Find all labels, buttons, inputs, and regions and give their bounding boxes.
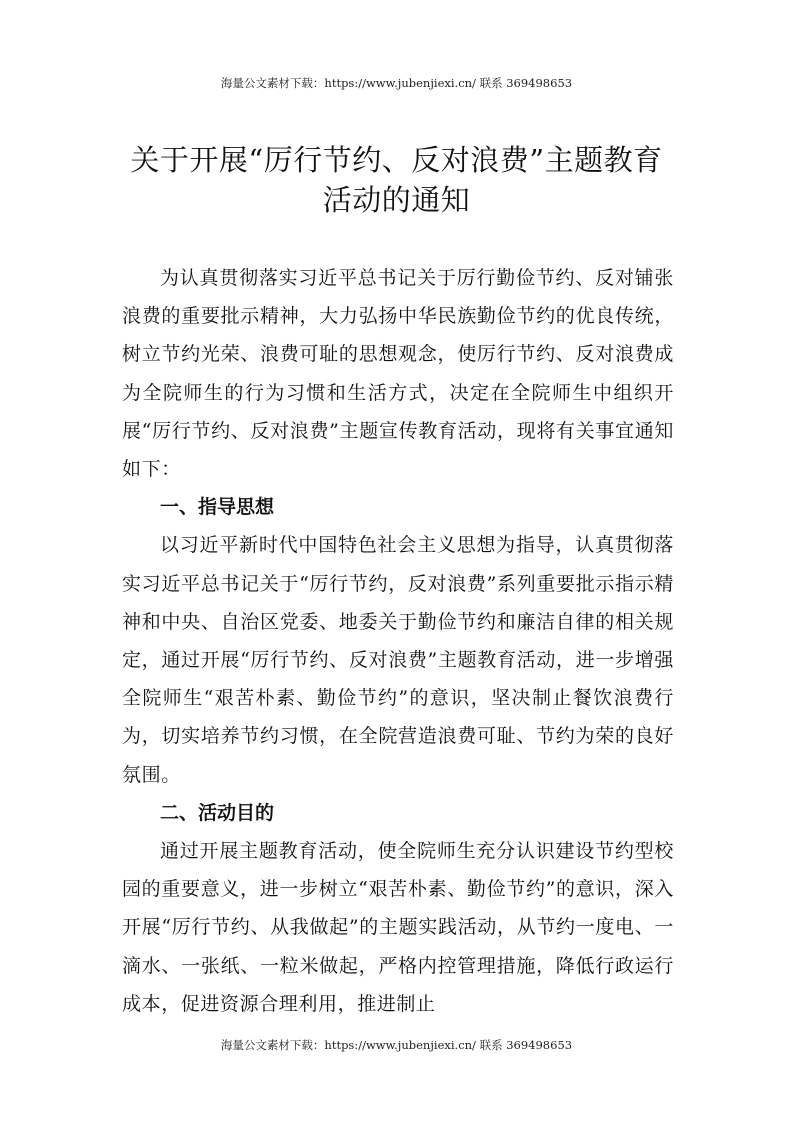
document-body — [122, 259, 674, 1023]
activity-purpose-paragraph: 通过开展主题教育活动，使全院师生充分认识建设节约型校园的重要意义，进一步树立“艰苦朴素、勤俭节约”的意识，深入开展“厉行节约、从我做起”的主题实践活动，从节约一度电、一滴水、一张纸、一粒米做起，严格内控管理措施，降低行政运行成本，促进资源合理利用，推进制止 — [122, 840, 674, 1015]
page-footer: 海量公文素材下载：https://www.jubenjiexi.cn/ 联系 369498653 — [220, 1038, 573, 1052]
title-line-2: 活动的通知 — [322, 183, 471, 217]
guiding-ideology-paragraph: 以习近平新时代中国特色社会主义思想为指导，认真贯彻落实习近平总书记关于“厉行节约，反对浪费”系列重要批示指示精神和中央、自治区党委、地委关于勤俭节约和廉洁自律的相关规定，通过开展“厉行节约、反对浪费”主题教育活动，进一步增强全院师生“艰苦朴素、勤俭节约”的意识，坚决制止餐饮浪费行为，切实培养节约习惯，在全院营造浪费可耻、节约为荣的良好氛围。 — [122, 534, 674, 786]
document-title — [0, 140, 793, 220]
page-header: 海量公文素材下载：https://www.jubenjiexi.cn/ 联系 369498653 — [220, 76, 573, 90]
intro-paragraph: 为认真贯彻落实习近平总书记关于厉行勤俭节约、反对铺张浪费的重要批示精神，大力弘扬中华民族勤俭节约的优良传统，树立节约光荣、浪费可耻的思想观念，使厉行节约、反对浪费成为全院师生的行为习惯和生活方式，决定在全院师生中组织开展“厉行节约、反对浪费”主题宣传教育活动，现将有关事宜通知如下： — [122, 267, 674, 481]
title-line-1: 关于开展“厉行节约、反对浪费”主题教育 — [130, 143, 663, 177]
section-heading-guiding-ideology: 一、指导思想 — [160, 496, 275, 519]
section-heading-activity-purpose: 二、活动目的 — [160, 801, 275, 824]
